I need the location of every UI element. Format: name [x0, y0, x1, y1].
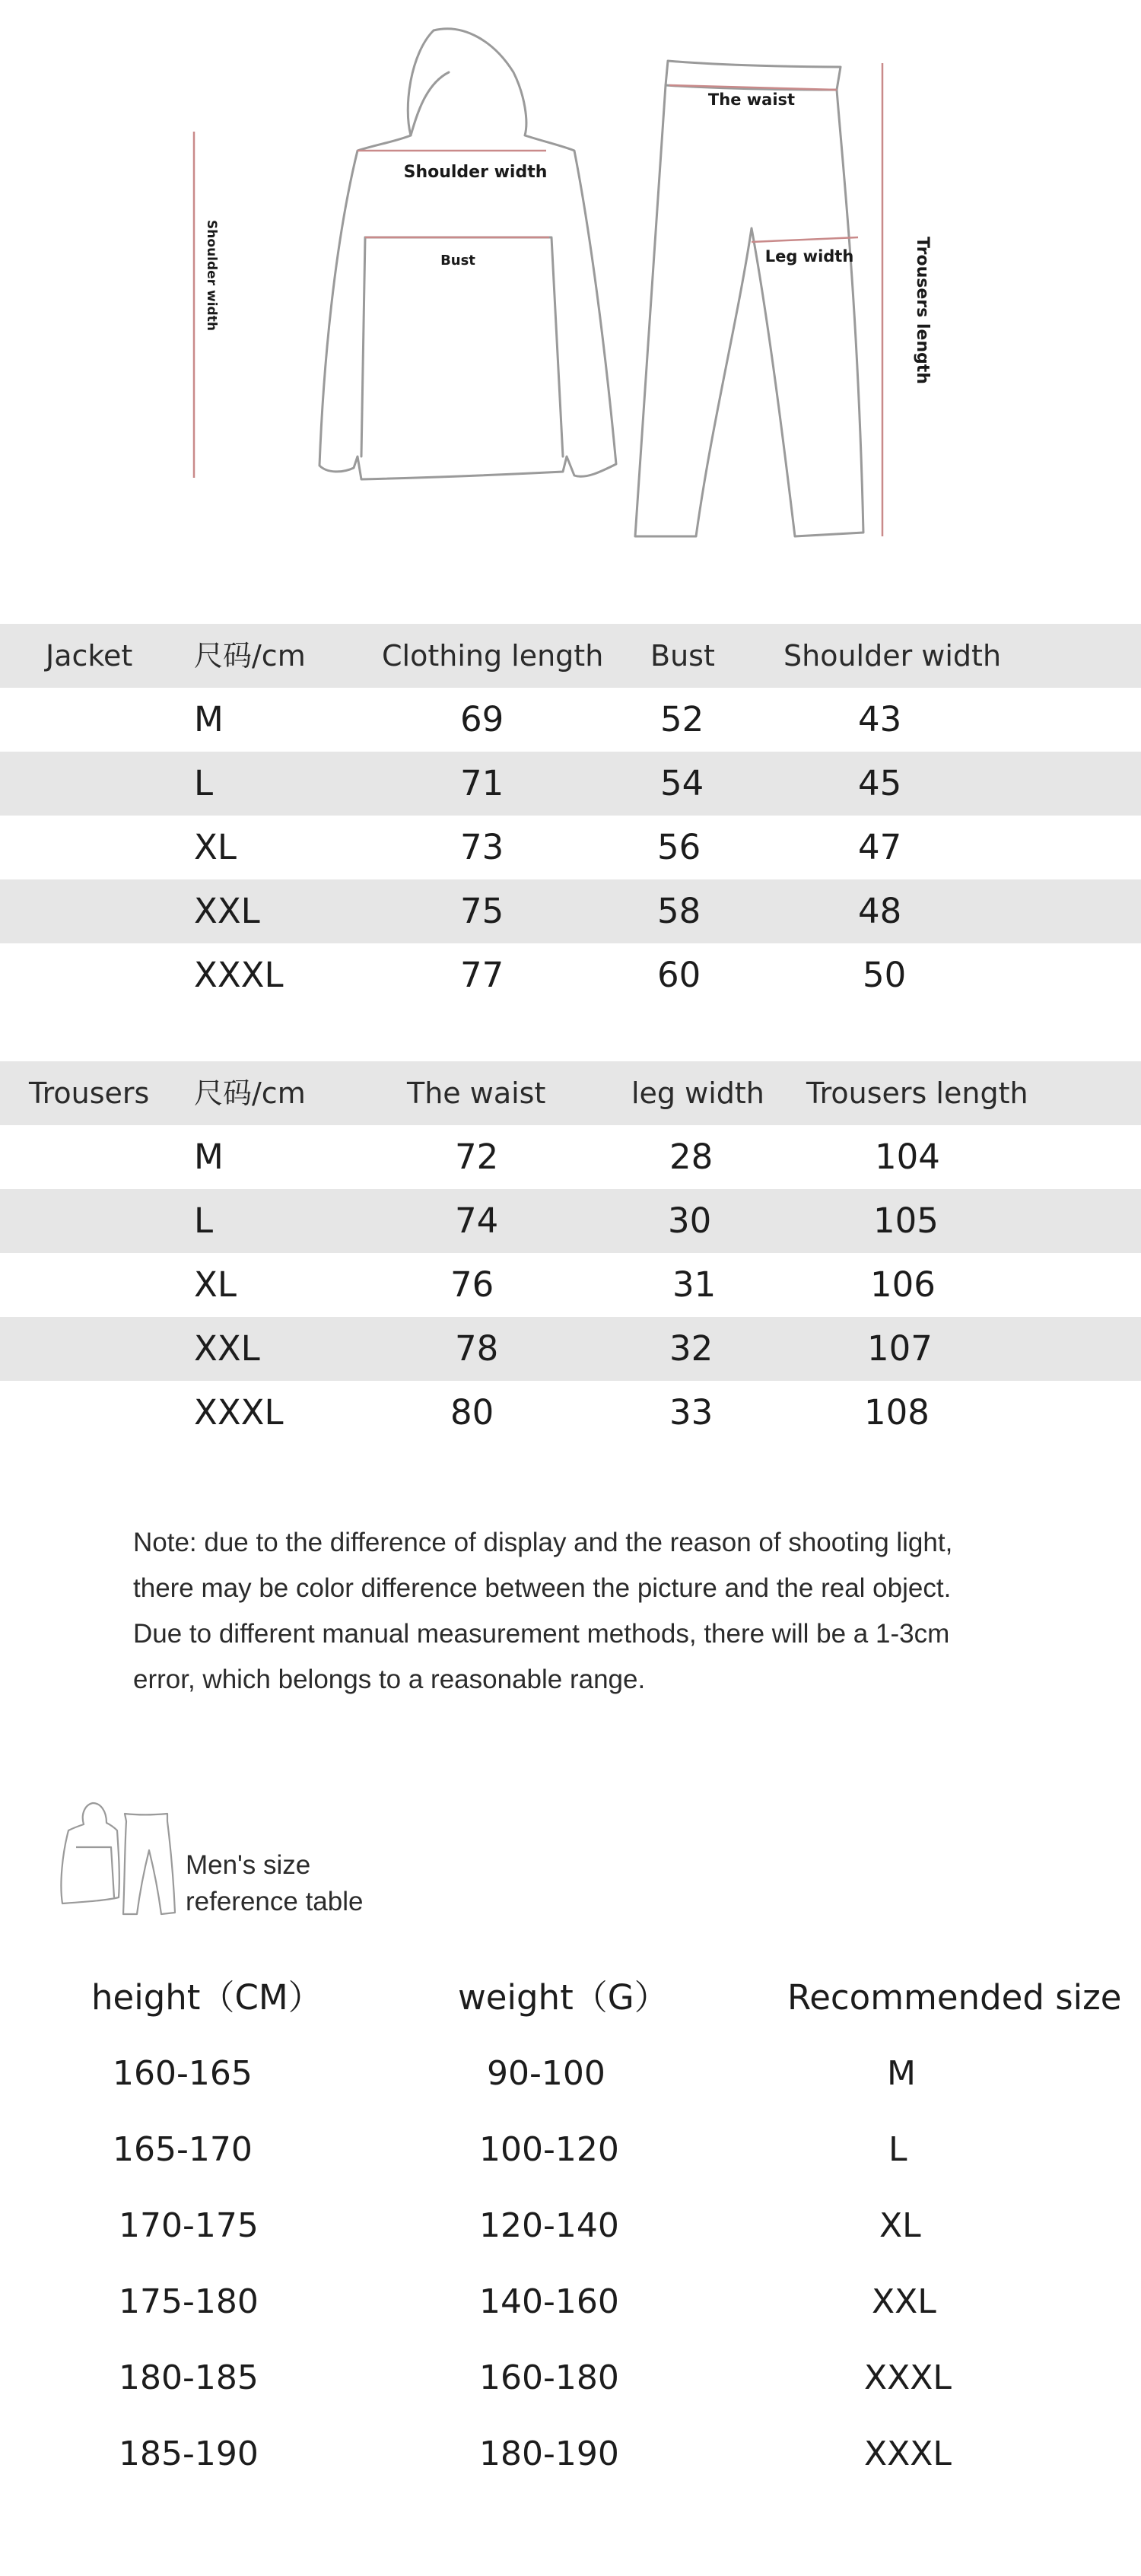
shoulder-width-header: Shoulder width: [783, 639, 1002, 673]
measurement-note: [133, 1520, 1046, 1703]
tracksuit-outline-icon: [53, 1800, 179, 1925]
weight-cell: 120-140: [479, 2206, 619, 2245]
weight-cell: 100-120: [479, 2130, 619, 2169]
trousers-outline: [635, 61, 863, 536]
size-cell: XXL: [872, 2282, 936, 2321]
trousers-length-header: Trousers length: [806, 1077, 1028, 1110]
trousers-leg-line: [752, 237, 858, 242]
waist-cell: 80: [450, 1392, 494, 1433]
reference-title-line: Men's size: [186, 1850, 311, 1880]
height-cell: 170-175: [119, 2206, 259, 2245]
bust-cell: 54: [660, 763, 704, 803]
waist-cell: 76: [450, 1264, 494, 1305]
measurement-diagram: [0, 0, 1141, 563]
note-line: error, which belongs to a reasonable range.: [133, 1665, 646, 1694]
shoulder-cell: 48: [858, 891, 902, 931]
reference-title: [186, 1847, 363, 1920]
waist-cell: 74: [455, 1201, 499, 1241]
weight-cell: 160-180: [479, 2358, 619, 2397]
table-row: [0, 688, 1141, 752]
length-cell: 104: [875, 1137, 940, 1177]
waist-header: The waist: [407, 1077, 546, 1110]
jacket-bust-label: Bust: [440, 253, 475, 269]
reference-table: [0, 1967, 1141, 2500]
trousers-table-title: Trousers: [29, 1077, 150, 1110]
note-line: Note: due to the difference of display and the reason of shooting light,: [133, 1528, 953, 1557]
bust-cell: 60: [657, 955, 701, 995]
bust-cell: 52: [660, 699, 704, 739]
length-cell: 108: [864, 1392, 930, 1433]
jacket-side-seam: [361, 237, 365, 456]
height-header: height（CM）: [91, 1977, 323, 2018]
size-cell: L: [194, 1201, 214, 1241]
note-line: Due to different manual measurement methods, there will be a 1-3cm: [133, 1619, 950, 1649]
size-cell: XXXL: [864, 2434, 952, 2473]
clothing-length-header: Clothing length: [382, 639, 604, 673]
table-header-row: [0, 624, 1141, 688]
length-cell: 71: [460, 763, 504, 803]
jacket-size-table: [0, 624, 1141, 1007]
waist-cell: 72: [455, 1137, 499, 1177]
reference-title-line: reference table: [186, 1887, 364, 1916]
table-row: [0, 879, 1141, 943]
shoulder-cell: 50: [863, 955, 907, 995]
jacket-hood-inner: [411, 72, 449, 135]
table-row: [0, 943, 1141, 1007]
tracksuit-diagram-svg: [0, 0, 1141, 563]
height-cell: 160-165: [113, 2054, 253, 2093]
table-row: [0, 1125, 1141, 1189]
size-cell: XXXL: [194, 955, 284, 995]
bust-cell: 56: [657, 827, 701, 867]
weight-header: weight（G）: [458, 1977, 669, 2018]
table-row: [0, 752, 1141, 816]
size-cell: XXL: [194, 1328, 260, 1369]
trousers-length-label: Trousers length: [913, 237, 932, 384]
recommended-size-header: Recommended size: [787, 1977, 1122, 2018]
size-cell: XXXL: [194, 1392, 284, 1433]
table-row: [0, 2043, 1141, 2120]
leg-width-header: leg width: [631, 1077, 764, 1110]
jacket-side-label: Shoulder width: [204, 220, 219, 331]
length-cell: 69: [460, 699, 504, 739]
size-cell: XXL: [194, 891, 260, 931]
table-row: [0, 2424, 1141, 2500]
table-row: [0, 2120, 1141, 2196]
length-cell: 107: [867, 1328, 933, 1369]
table-row: [0, 1317, 1141, 1381]
size-cell: L: [194, 763, 214, 803]
leg-cell: 33: [669, 1392, 714, 1433]
leg-cell: 28: [669, 1137, 714, 1177]
table-row: [0, 1253, 1141, 1317]
size-cell: XXXL: [864, 2358, 952, 2397]
weight-cell: 140-160: [479, 2282, 619, 2321]
length-cell: 75: [460, 891, 504, 931]
table-header-row: [0, 1061, 1141, 1125]
leg-cell: 32: [669, 1328, 714, 1369]
reference-header-row: [0, 1967, 1141, 2043]
waist-cell: 78: [455, 1328, 499, 1369]
note-line: there may be color difference between the picture and the real object.: [133, 1573, 952, 1603]
size-cell: XL: [194, 827, 237, 867]
table-row: [0, 2272, 1141, 2348]
shoulder-cell: 45: [858, 763, 902, 803]
size-cell: M: [887, 2054, 916, 2093]
table-row: [0, 2348, 1141, 2424]
length-cell: 105: [873, 1201, 939, 1241]
jacket-shoulder-label: Shoulder width: [403, 163, 548, 182]
table-row: [0, 1189, 1141, 1253]
table-row: [0, 2196, 1141, 2272]
bust-cell: 58: [657, 891, 701, 931]
trousers-size-table: [0, 1061, 1141, 1445]
size-unit-header: 尺码/cm: [194, 639, 306, 673]
height-cell: 180-185: [119, 2358, 259, 2397]
height-cell: 175-180: [119, 2282, 259, 2321]
table-row: [0, 816, 1141, 879]
shoulder-cell: 47: [858, 827, 902, 867]
height-cell: 185-190: [119, 2434, 259, 2473]
size-cell: M: [194, 699, 224, 739]
height-cell: 165-170: [113, 2130, 253, 2169]
jacket-pocket: [365, 237, 563, 456]
length-cell: 73: [460, 827, 504, 867]
size-cell: L: [888, 2130, 907, 2169]
trousers-leg-label: Leg width: [764, 247, 854, 266]
weight-cell: 180-190: [479, 2434, 619, 2473]
size-cell: M: [194, 1137, 224, 1177]
leg-cell: 31: [672, 1264, 717, 1305]
size-unit-header: 尺码/cm: [194, 1077, 306, 1110]
length-cell: 77: [460, 955, 504, 995]
size-cell: XL: [879, 2206, 921, 2245]
bust-header: Bust: [650, 639, 715, 673]
length-cell: 106: [870, 1264, 936, 1305]
trousers-waist-label: The waist: [707, 91, 796, 109]
shoulder-cell: 43: [858, 699, 902, 739]
leg-cell: 30: [668, 1201, 712, 1241]
table-row: [0, 1381, 1141, 1445]
weight-cell: 90-100: [487, 2054, 605, 2093]
size-cell: XL: [194, 1264, 237, 1305]
jacket-table-title: Jacket: [46, 639, 133, 673]
